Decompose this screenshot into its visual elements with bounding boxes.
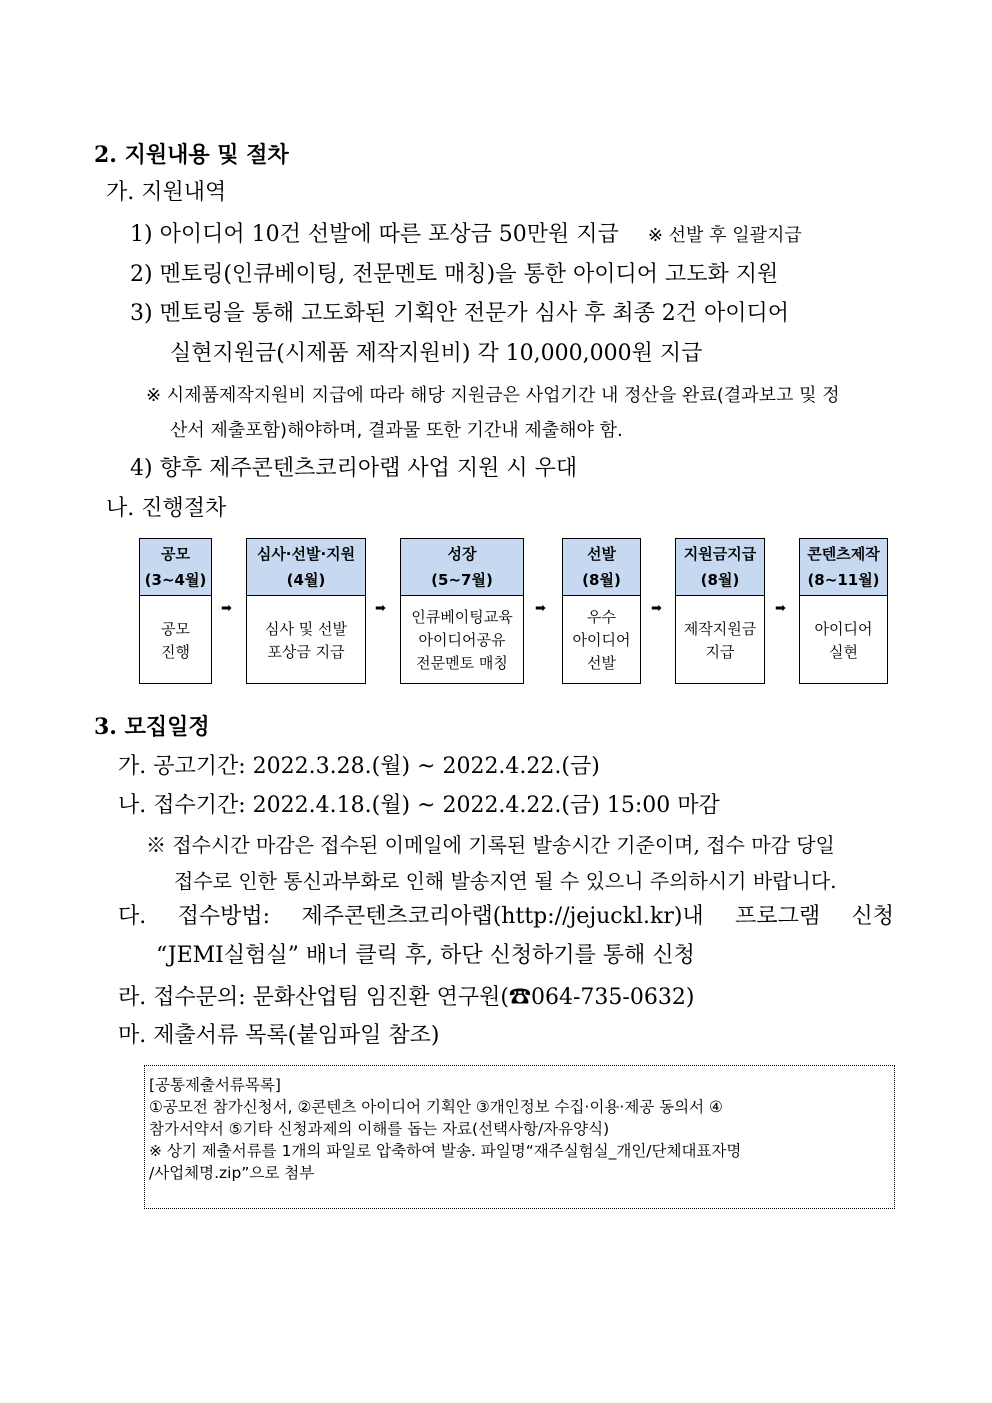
flow-step-title: 선발 [587, 545, 616, 563]
process-flow [139, 538, 889, 686]
flow-step-6 [799, 538, 888, 684]
submission-note-line2: 접수로 인한 통신과부화로 인해 발송지연 될 수 있으니 주의하시기 바랍니다. [174, 869, 837, 893]
submission-method-part: 다. [118, 904, 147, 929]
flow-arrow-icon: ➡ [221, 601, 232, 616]
documents-list-box [144, 1065, 895, 1209]
documents-line: ※ 상기 제출서류를 1개의 파일로 압축하여 발송. 파일명“재주실험실_개인/단체대표자명 [149, 1142, 742, 1160]
submission-method-part: 신청 [851, 904, 894, 929]
flow-step-title: 심사·선발·지원 [256, 545, 356, 563]
flow-step-2 [246, 538, 366, 684]
documents-line: ①공모전 참가신청서, ②콘텐츠 아이디어 기획안 ③개인정보 수집·이용·제공 동의서 ④ [149, 1098, 723, 1116]
section2-na-title: 나. 진행절차 [106, 496, 227, 521]
flow-step-1 [139, 538, 212, 684]
support-item-4: 4) 향후 제주콘텐츠코리아랩 사업 지원 시 우대 [130, 456, 578, 481]
flow-step-title: 공모 [161, 545, 190, 563]
flow-step-period: (8월) [582, 571, 621, 589]
flow-step-period: (8~11월) [807, 571, 880, 589]
schedule-announcement: 가. 공고기간: 2022.3.28.(월) ~ 2022.4.22.(금) [118, 754, 600, 779]
flow-step-body: 우수 [587, 608, 616, 626]
flow-step-body: 지급 [705, 642, 735, 661]
flow-step-body: 아이디어공유 [418, 631, 506, 649]
support-item-1 [130, 220, 802, 251]
flow-step-body: 아이디어 [814, 619, 873, 638]
section2-ga-title: 가. 지원내역 [106, 180, 227, 205]
flow-step-5 [675, 538, 765, 684]
support-item-1-note: ※ 선발 후 일괄지급 [647, 225, 802, 246]
schedule-submission: 나. 접수기간: 2022.4.18.(월) ~ 2022.4.22.(금) 15:00 마감 [118, 793, 720, 818]
flow-arrow-icon: ➡ [651, 601, 662, 616]
flow-step-body: 제작지원금 [683, 619, 757, 638]
flow-step-3 [400, 538, 524, 684]
submission-note-line1: ※ 접수시간 마감은 접수된 이메일에 기록된 발송시간 기준이며, 접수 마감 당일 [146, 833, 835, 857]
support-note-line1: ※ 시제품제작지원비 지급에 따라 해당 지원금은 사업기간 내 정산을 완료(결과보고 및 정 [146, 385, 840, 406]
flow-step-body: 진행 [161, 642, 190, 661]
section2-title: 2. 지원내용 및 절차 [94, 142, 289, 168]
documents-line: 참가서약서 ⑤기타 신청과제의 이해를 돕는 자료(선택사항/자유양식) [149, 1120, 610, 1138]
submission-method-part: 프로그램 [735, 904, 821, 929]
flow-step-title: 콘텐츠제작 [807, 545, 880, 563]
submission-method-part: 제주콘텐츠코리아랩(http://jejuckl.kr)내 [301, 904, 704, 929]
support-note-line2: 산서 제출포함)해야하며, 결과물 또한 기간내 제출해야 함. [170, 420, 623, 441]
documents-line: /사업체명.zip”으로 첨부 [149, 1164, 315, 1182]
flow-arrow-icon: ➡ [775, 601, 786, 616]
documents-line: [공통제출서류목록] [149, 1076, 281, 1094]
submission-contact: 라. 접수문의: 문화산업팀 임진환 연구원(☎064-735-0632) [118, 985, 695, 1010]
support-item-3-cont: 실현지원금(시제품 제작지원비) 각 10,000,000원 지급 [170, 341, 703, 366]
flow-step-body: 아이디어 [572, 631, 631, 649]
submission-method-cont: “JEMI실험실” 배너 클릭 후, 하단 신청하기를 통해 신청 [156, 943, 695, 968]
section3-title: 3. 모집일정 [94, 714, 210, 740]
submission-method-part: 접수방법: [177, 904, 271, 929]
flow-step-body: 심사 및 선발 [265, 619, 347, 638]
flow-step-body: 공모 [161, 619, 190, 638]
flow-step-period: (3~4월) [144, 571, 207, 589]
flow-step-body: 전문멘토 매칭 [416, 654, 508, 672]
flow-step-title: 지원금지급 [683, 545, 757, 563]
support-item-1-text: 1) 아이디어 10건 선발에 따른 포상금 50만원 지급 [130, 222, 619, 247]
flow-step-period: (5~7월) [431, 571, 493, 589]
support-item-3: 3) 멘토링을 통해 고도화된 기획안 전문가 심사 후 최종 2건 아이디어 [130, 301, 790, 326]
flow-arrow-icon: ➡ [375, 601, 386, 616]
flow-step-body: 선발 [587, 654, 616, 672]
flow-step-body: 실현 [829, 642, 858, 661]
submission-method [118, 902, 894, 932]
flow-step-body: 포상금 지급 [267, 642, 345, 661]
flow-step-period: (8월) [700, 571, 740, 589]
submission-documents: 마. 제출서류 목록(붙임파일 참조) [118, 1023, 440, 1048]
flow-step-4 [562, 538, 641, 684]
flow-step-title: 성장 [447, 545, 477, 563]
support-item-2: 2) 멘토링(인큐베이팅, 전문멘토 매칭)을 통한 아이디어 고도화 지원 [130, 262, 779, 287]
flow-arrow-icon: ➡ [535, 601, 546, 616]
flow-step-body: 인큐베이팅교육 [411, 608, 513, 626]
flow-step-period: (4월) [286, 571, 326, 589]
